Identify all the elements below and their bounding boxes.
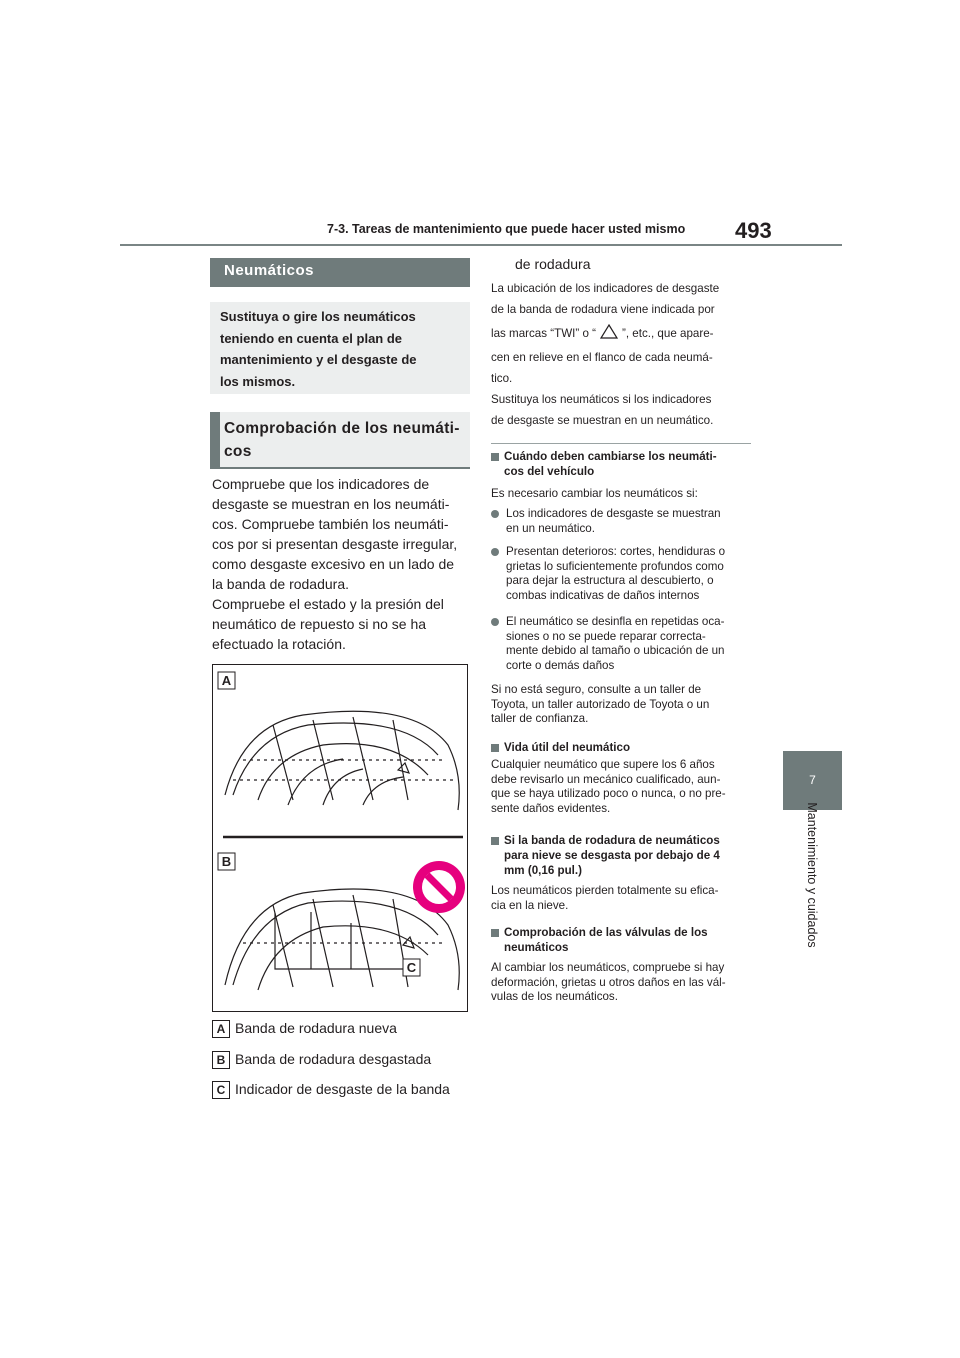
triangle-icon bbox=[600, 324, 618, 339]
paragraph-1 bbox=[212, 474, 472, 594]
tire-illustration bbox=[213, 665, 467, 1011]
text-line: cos. Compruebe también los neumáti- bbox=[212, 516, 449, 532]
paragraph bbox=[491, 884, 751, 913]
text-line: la banda de rodadura. bbox=[212, 576, 349, 592]
text-line: Sustituya los neumáticos si los indicadores bbox=[491, 393, 712, 406]
dot-bullet-icon bbox=[491, 548, 499, 556]
text-line: las marcas “TWI” o “ bbox=[491, 327, 596, 340]
heading-line: cos bbox=[224, 443, 252, 460]
text-line: Si la banda de rodadura de neumáticos bbox=[504, 834, 720, 847]
heading-stripe bbox=[210, 412, 220, 468]
subsection-title bbox=[491, 449, 751, 479]
text-line: sente daños evidentes. bbox=[491, 801, 611, 815]
text-line: cos por si presentan desgaste irregular, bbox=[212, 536, 458, 552]
legend-key: C bbox=[212, 1081, 230, 1099]
text-line: Compruebe que los indicadores de bbox=[212, 476, 430, 492]
twi-paragraph bbox=[491, 278, 751, 431]
text-line: neumáticos bbox=[504, 941, 569, 954]
text-line: de desgaste se muestran en un neumático. bbox=[491, 414, 714, 427]
figure-label-a: A bbox=[221, 673, 232, 688]
intro-line: teniendo en cuenta el plan de bbox=[220, 330, 403, 346]
square-bullet-icon bbox=[491, 453, 499, 461]
text-line: neumático de repuesto si no se ha bbox=[212, 616, 427, 632]
text-line: Si no está seguro, consulte a un taller de bbox=[491, 683, 702, 696]
text-line: corte o demás daños bbox=[506, 658, 615, 672]
text-line: Al cambiar los neumáticos, compruebe si hay bbox=[491, 961, 725, 974]
dot-bullet-icon bbox=[491, 618, 499, 626]
subsection-title bbox=[491, 833, 751, 878]
figure-label-b: B bbox=[221, 854, 232, 869]
intro-line: mantenimiento y el desgaste de bbox=[220, 352, 417, 367]
text-line: Toyota, un taller autorizado de Toyota o un bbox=[491, 697, 710, 711]
text-line: de la banda de rodadura viene indicada por bbox=[491, 303, 715, 316]
heading-comprobacion bbox=[224, 417, 464, 463]
text-line: Presentan deterioros: cortes, hendiduras o bbox=[506, 545, 726, 558]
text-line: Los neumáticos pierden totalmente su efica- bbox=[491, 884, 719, 897]
paragraph-2 bbox=[212, 594, 472, 654]
header-rule bbox=[120, 244, 842, 246]
legend-continuation: de rodadura bbox=[515, 256, 591, 272]
text-line: que se haya utilizado poco o nunca, o no pre- bbox=[491, 787, 726, 800]
chapter-label: Mantenimiento y cuidados bbox=[805, 802, 819, 948]
figure-label-c: C bbox=[406, 960, 417, 975]
text-line: El neumático se desinfla en repetidas oca- bbox=[506, 615, 725, 628]
text-line: ”, etc., que apare- bbox=[622, 327, 714, 340]
legend-item bbox=[212, 1051, 431, 1069]
page-number: 493 bbox=[735, 218, 772, 243]
text-line: debe revisarlo un mecánico cualificado, aun- bbox=[491, 772, 721, 786]
text-line: Comprobación de las válvulas de los bbox=[504, 926, 708, 939]
text-line: tico. bbox=[491, 372, 513, 385]
legend-item bbox=[212, 1020, 397, 1038]
subsection-title bbox=[491, 740, 751, 755]
square-bullet-icon bbox=[491, 929, 499, 937]
dot-bullet-icon bbox=[491, 510, 499, 518]
text-line: en un neumático. bbox=[506, 521, 595, 535]
text-line: La ubicación de los indicadores de desgaste bbox=[491, 282, 720, 295]
legend-item bbox=[212, 1081, 450, 1099]
text-line: cia en la nieve. bbox=[491, 898, 569, 912]
legend-key: B bbox=[212, 1051, 230, 1069]
twi-mark-line bbox=[491, 323, 751, 344]
legend-text: Banda de rodadura nueva bbox=[235, 1020, 397, 1036]
text-line: Compruebe el estado y la presión del bbox=[212, 596, 444, 612]
text-line: vulas de los neumáticos. bbox=[491, 990, 618, 1003]
square-bullet-icon bbox=[491, 744, 499, 752]
bullet-item bbox=[491, 615, 751, 673]
text-line: mm (0,16 pul.) bbox=[504, 864, 582, 877]
text-line: para dejar la estructura al descubierto, o bbox=[506, 574, 714, 587]
text-line: cen en relieve en el flanco de cada neumá- bbox=[491, 351, 713, 364]
text-line: Es necesario cambiar los neumáticos si: bbox=[491, 487, 698, 500]
paragraph bbox=[491, 683, 751, 727]
paragraph bbox=[491, 758, 751, 816]
bullet-item bbox=[491, 507, 751, 536]
text-line: como desgaste excesivo en un lado de bbox=[212, 556, 455, 572]
text-line: efectuado la rotación. bbox=[212, 636, 346, 652]
text-line: grietas lo suficientemente profundos como bbox=[506, 559, 724, 573]
legend-text: Indicador de desgaste de la banda bbox=[235, 1081, 450, 1097]
paragraph bbox=[491, 961, 751, 1005]
text-line: cos del vehículo bbox=[504, 465, 595, 478]
section-header: 7-3. Tareas de mantenimiento que puede hacer usted mismo bbox=[327, 222, 686, 236]
text-line: para nieve se desgasta por debajo de 4 bbox=[504, 849, 720, 862]
text-line: taller de confianza. bbox=[491, 712, 589, 725]
heading-rule bbox=[210, 467, 470, 469]
heading-neumaticos: Neumáticos bbox=[210, 258, 470, 287]
text-line: Cuándo deben cambiarse los neumáti- bbox=[504, 450, 717, 463]
text-line: mente debido al tamaño o ubicación de un bbox=[506, 644, 725, 657]
subsection-title bbox=[491, 925, 751, 955]
text-line: Los indicadores de desgaste se muestran bbox=[506, 507, 721, 520]
text-line: combas indicativas de daños internos bbox=[506, 588, 700, 602]
text-line: siones o no se puede reparar correcta- bbox=[506, 629, 706, 643]
intro-line: Sustituya o gire los neumáticos bbox=[220, 309, 416, 324]
bullet-item bbox=[491, 545, 751, 603]
intro-box bbox=[210, 302, 470, 394]
legend-key: A bbox=[212, 1020, 230, 1038]
tire-figure bbox=[212, 664, 468, 1012]
text-line: Cualquier neumático que supere los 6 años bbox=[491, 758, 715, 771]
text-line: deformación, grietas u otros daños en las vál- bbox=[491, 975, 726, 989]
intro-line: los mismos. bbox=[220, 373, 296, 389]
text-line: desgaste se muestran en los neumáti- bbox=[212, 496, 450, 512]
text-line: Vida útil del neumático bbox=[504, 741, 631, 754]
heading-line: Comprobación de los neumáti- bbox=[224, 420, 460, 437]
chapter-tab[interactable]: 7 bbox=[783, 751, 842, 810]
section-rule bbox=[491, 443, 751, 444]
legend-text: Banda de rodadura desgastada bbox=[235, 1051, 432, 1067]
square-bullet-icon bbox=[491, 837, 499, 845]
